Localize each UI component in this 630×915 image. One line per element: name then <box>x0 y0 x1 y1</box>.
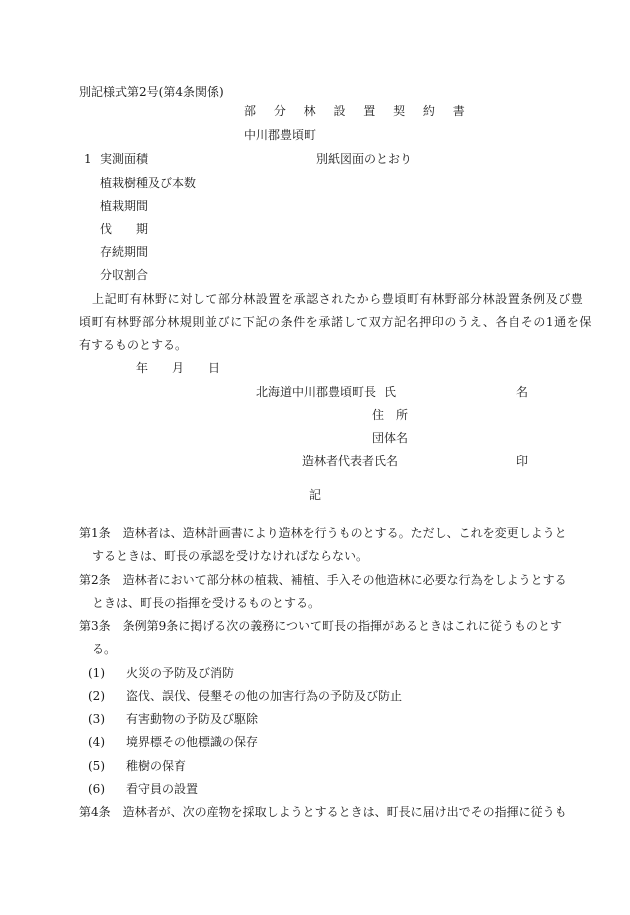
species-label: 植栽樹種及び本数 <box>100 176 197 190</box>
duration-label: 存続期間 <box>100 245 149 259</box>
body-line: 頃町有林野部分林規則並びに下記の条件を承諾して双方記名押印のうえ、各自その1通を保 <box>79 315 592 329</box>
name-suffix: 名 <box>516 385 529 399</box>
article-1-line: するときは、町長の承認を受けなければならない。 <box>92 549 369 563</box>
article-1-line: 第1条 造林者は、造林計画書により造林を行うものとする。ただし、これを変更しようと <box>79 526 567 540</box>
area-label: 実測面積 <box>100 152 149 166</box>
address-label: 住 所 <box>372 408 409 422</box>
date-day: 日 <box>208 361 221 375</box>
duty-number: (2) <box>88 689 105 703</box>
page-title: 部 分 林 設 置 契 約 書 <box>244 104 472 118</box>
cutting-label-1: 伐 <box>100 222 113 236</box>
article-2-line: 第2条 造林者において部分林の植栽、補植、手入その他造林に必要な行為をしようとする <box>79 573 567 587</box>
article-3-line: る。 <box>92 642 117 656</box>
duty-number: (3) <box>88 712 105 726</box>
article-3-line: 第3条 条例第9条に掲げる次の義務について町長の指揮があるときはこれに従うものとす <box>79 619 563 633</box>
org-label: 団体名 <box>372 431 409 445</box>
article-4-line: 第4条 造林者が、次の産物を採取しようとするときは、町長に届け出でその指揮に従うも <box>79 805 567 819</box>
body-line: 上記町有林野に対して部分林設置を承認されたから豊頃町有林野部分林設置条例及び豊 <box>92 292 584 306</box>
share-label: 分収割合 <box>100 268 149 282</box>
representative-label: 造林者代表者氏名 <box>302 454 399 468</box>
article-2-line: ときは、町長の指揮を受けるものとする。 <box>92 596 321 610</box>
ki-heading: 記 <box>309 488 322 502</box>
item-number: 1 <box>84 152 92 166</box>
seal-mark: 印 <box>516 454 529 468</box>
duty-number: (5) <box>88 759 105 773</box>
duty-text: 看守員の設置 <box>126 782 199 796</box>
form-label: 別記様式第2号(第4条関係) <box>79 85 224 99</box>
duty-number: (4) <box>88 735 105 749</box>
duty-number: (6) <box>88 782 105 796</box>
duty-number: (1) <box>88 666 105 680</box>
duty-text: 火災の予防及び消防 <box>126 666 235 680</box>
cutting-label-2: 期 <box>136 222 149 236</box>
mayor-label: 北海道中川郡豊頃町長 <box>256 385 377 399</box>
date-year: 年 <box>136 361 149 375</box>
body-line: 有するものとする。 <box>79 338 188 352</box>
duty-text: 境界標その他標識の保存 <box>126 735 259 749</box>
duty-text: 盗伐、誤伐、侵墾その他の加害行為の予防及び防止 <box>126 689 403 703</box>
area-value: 別紙図面のとおり <box>316 152 413 166</box>
name-label: 氏 <box>384 385 397 399</box>
duty-text: 有害動物の予防及び駆除 <box>126 712 259 726</box>
planting-period-label: 植栽期間 <box>100 199 149 213</box>
date-month: 月 <box>172 361 185 375</box>
subtitle: 中川郡豊頃町 <box>244 128 317 142</box>
duty-text: 稚樹の保育 <box>126 759 187 773</box>
